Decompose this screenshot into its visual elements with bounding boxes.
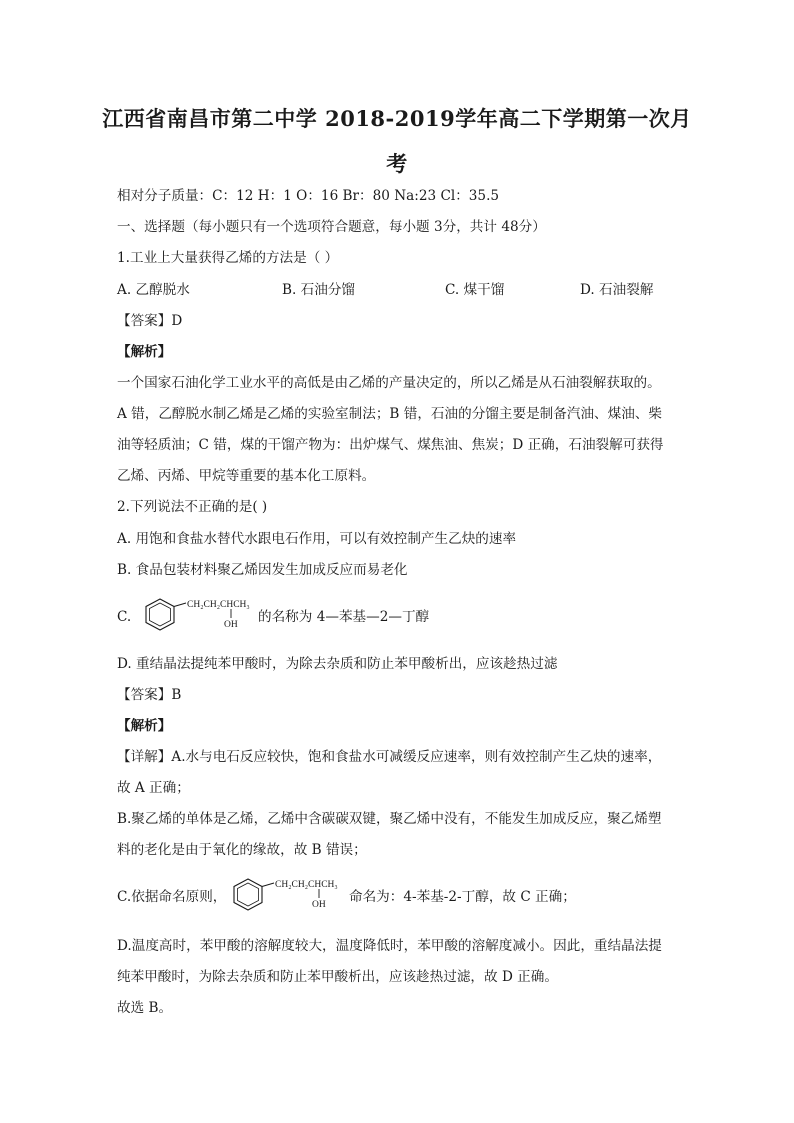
q2-stem: 2.下列说法不正确的是( ) (117, 499, 268, 515)
q1-option-a: A. 乙醇脱水 (117, 282, 190, 298)
structure-4-phenyl-2-butanol (228, 874, 352, 920)
q2-detail-line: 故 A 正确； (117, 780, 190, 796)
q2-detail-line: B.聚乙烯的单体是乙烯，乙烯中含碳碳双键，聚乙烯中没有，不能发生加成反应，聚乙烯塑 (117, 811, 662, 827)
title-line-1: 江西省南昌市第二中学 2018-2019学年高二下学期第一次月 (102, 106, 692, 131)
chain-label: CH₂CH₂CHCH₃ (187, 600, 250, 610)
q2-detail-c-suffix: 命名为：4-苯基-2-丁醇，故 C 正确； (349, 889, 576, 905)
section-heading: 一、选择题（每小题只有一个选项符合题意，每小题 3分，共计 48分） (117, 219, 546, 235)
oh-label: OH (224, 620, 238, 630)
oh-label: OH (312, 900, 326, 910)
q2-option-b: B. 食品包装材料聚乙烯因发生加成反应而易老化 (117, 562, 408, 578)
q2-detail-c-prefix: C.依据命名原则， (117, 889, 227, 905)
q1-analysis-line: 乙烯、丙烯、甲烷等重要的基本化工原料。 (117, 468, 376, 484)
title-line-2: 考 (386, 151, 408, 176)
q2-option-a: A. 用饱和食盐水替代水跟电石作用，可以有效控制产生乙炔的速率 (117, 531, 517, 547)
q1-stem: 1.工业上大量获得乙烯的方法是（ ） (117, 250, 339, 266)
molar-mass-info: 相对分子质量：C：12 H：1 O：16 Br：80 Na:23 Cl：35.5 (117, 188, 500, 204)
q2-detail-line: 料的老化是由于氧化的缘故，故 B 错误； (117, 842, 367, 858)
q1-option-b: B. 石油分馏 (282, 282, 356, 298)
structure-4-phenyl-2-butanol (140, 594, 260, 640)
q1-analysis-line: 油等轻质油；C 错，煤的干馏产物为：出炉煤气、煤焦油、焦炭；D 正确，石油裂解可获得 (117, 437, 664, 453)
q2-detail-d-line: 纯苯甲酸时，为除去杂质和防止苯甲酸析出，应该趁热过滤，故 D 正确。 (117, 969, 558, 985)
q2-option-c-text: 的名称为 4—苯基—2—丁醇 (258, 609, 430, 625)
q1-option-c: C. 煤干馏 (445, 282, 505, 298)
q2-detail-d-line: D.温度高时，苯甲酸的溶解度较大，温度降低时，苯甲酸的溶解度减小。因此，重结晶法提 (117, 938, 662, 954)
q2-option-c-label: C. (117, 609, 132, 625)
q1-analysis-line: A 错，乙醇脱水制乙烯是乙烯的实验室制法；B 错，石油的分馏主要是制备汽油、煤油、柴 (117, 406, 663, 422)
q1-analysis-line: 一个国家石油化学工业水平的高低是由乙烯的产量决定的，所以乙烯是从石油裂解获取的。 (117, 375, 661, 391)
q1-option-d: D. 石油裂解 (580, 282, 654, 298)
q2-detail-line: 【详解】A.水与电石反应较快，饱和食盐水可减缓反应速率，则有效控制产生乙炔的速率， (117, 749, 662, 765)
q2-option-d: D. 重结晶法提纯苯甲酸时，为除去杂质和防止苯甲酸析出，应该趁热过滤 (117, 656, 558, 672)
q2-answer: 【答案】B (117, 687, 182, 703)
q1-analysis-heading: 【解析】 (117, 344, 172, 360)
q2-conclusion: 故选 B。 (117, 1000, 173, 1016)
chain-label: CH₂CH₂CHCH₃ (275, 880, 338, 890)
q1-answer: 【答案】D (117, 313, 183, 329)
q2-analysis-heading: 【解析】 (117, 718, 172, 734)
